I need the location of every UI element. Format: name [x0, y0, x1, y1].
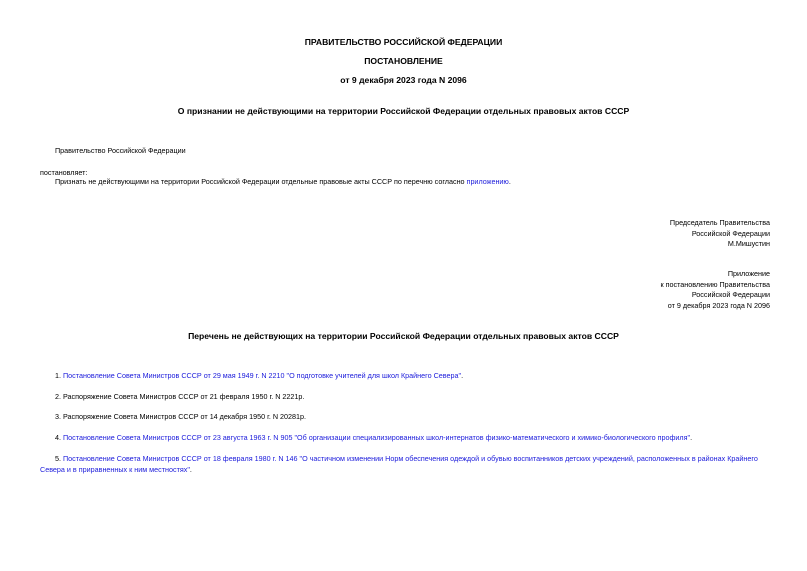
- signature-organization: Российской Федерации: [691, 228, 770, 238]
- clause-paragraph: [55, 177, 511, 187]
- decides-text: постановляет:: [40, 168, 88, 177]
- document-date-number: от 9 декабря 2023 года N 2096: [340, 75, 467, 85]
- list-item-number: 5.: [55, 454, 63, 463]
- list-item-link[interactable]: Постановление Совета Министров СССР от 29 мая 1949 г. N 2210 "О подготовке учителей для школ Крайнего Севера": [63, 371, 462, 380]
- list-item-tail: .: [461, 371, 464, 380]
- list-item-link[interactable]: Севера и в приравненных к ним местностях": [40, 464, 190, 474]
- signature-name: М.Мишустин: [727, 239, 770, 248]
- list-item-tail: .: [189, 464, 192, 474]
- list-item-text: Распоряжение Совета Министров СССР от 21 февраля 1950 г. N 2221р.: [63, 392, 305, 401]
- appendix-note-line2: к постановлению Правительства: [660, 279, 770, 289]
- list-item-continuation: [40, 465, 192, 475]
- list-item-tail: .: [690, 433, 693, 442]
- list-item: [55, 454, 758, 464]
- signature-position: Председатель Правительства: [669, 218, 770, 227]
- document-type-heading: ПОСТАНОВЛЕНИЕ: [364, 56, 443, 66]
- list-item: [55, 392, 304, 402]
- list-item-number: 1.: [55, 371, 63, 380]
- list-item-number: 3.: [55, 412, 63, 421]
- list-item-text: Распоряжение Совета Министров СССР от 14 декабря 1950 г. N 20281р.: [63, 412, 306, 421]
- appendix-note-title: Приложение: [727, 269, 770, 278]
- government-heading: ПРАВИТЕЛЬСТВО РОССИЙСКОЙ ФЕДЕРАЦИИ: [304, 37, 503, 47]
- issuer-text: Правительство Российской Федерации: [55, 146, 186, 155]
- document-subject-title: О признании не действующими на территории Российской Федерации отдельных правовых актов СССР: [177, 106, 630, 116]
- list-item: [55, 433, 692, 443]
- list-item-number: 2.: [55, 392, 63, 401]
- appendix-note-line3: Российской Федерации: [691, 290, 770, 299]
- list-item-link[interactable]: Постановление Совета Министров СССР от 18 февраля 1980 г. N 146 "О частичном изменении Норм обеспечения одеждой и обувью воспитанников детских учреждений, расположенных в районах Крайнего: [63, 454, 758, 463]
- list-title: Перечень не действующих на территории Российской Федерации отдельных правовых актов СССР: [188, 331, 619, 341]
- list-item: [55, 412, 306, 422]
- appendix-link[interactable]: приложению: [466, 177, 509, 186]
- clause-text: Признать не действующими на территории Российской Федерации отдельные правовые акты СССР по перечню согласно: [55, 177, 467, 186]
- clause-end: .: [508, 177, 511, 186]
- list-item-number: 4.: [55, 433, 63, 442]
- list-item-link[interactable]: Постановление Совета Министров СССР от 23 августа 1963 г. N 905 "Об организации специализированных школ-интернатов физико-математического и химико-биологического профиля": [63, 433, 691, 442]
- list-item: [55, 371, 463, 381]
- appendix-note-line4: от 9 декабря 2023 года N 2096: [667, 300, 770, 310]
